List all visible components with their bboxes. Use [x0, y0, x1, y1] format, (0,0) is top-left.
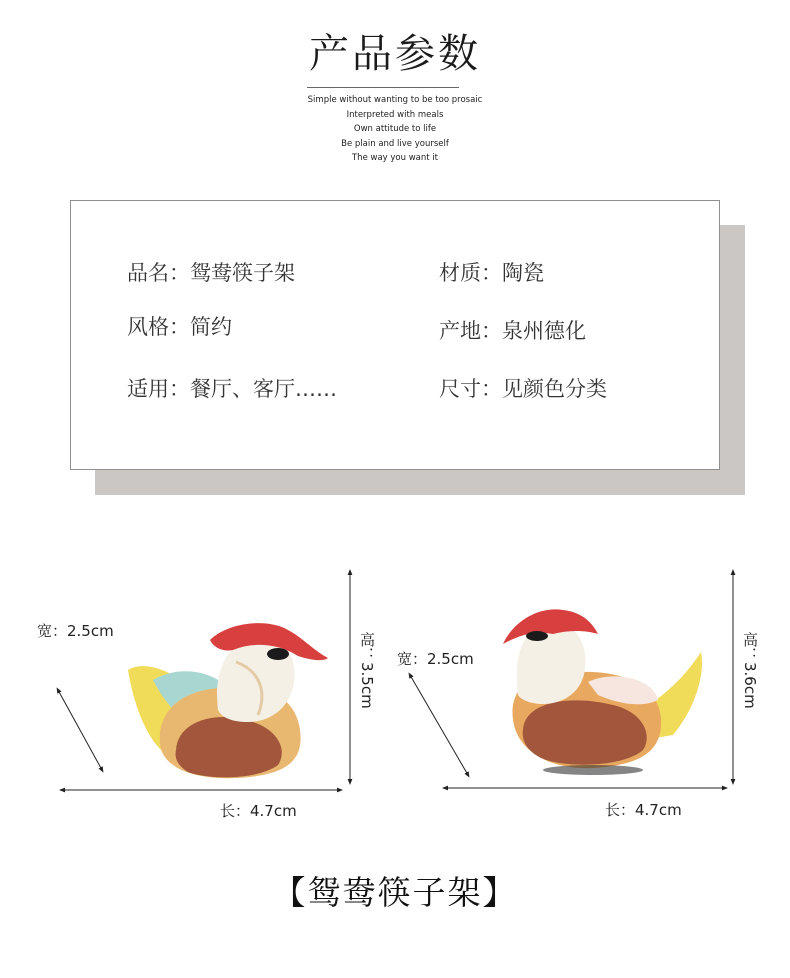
- spec-value: 餐厅、客厅……: [190, 377, 337, 401]
- spec-material: [439, 259, 544, 287]
- spec-value: 简约: [190, 315, 232, 339]
- spec-label: 尺寸：: [439, 377, 502, 401]
- product-left: [0, 560, 395, 820]
- slogan-line: Simple without wanting to be too prosaic: [307, 95, 483, 105]
- slogan-line: The way you want it: [351, 153, 438, 164]
- height-label: 高：3.6cm: [741, 632, 759, 709]
- spec-label: 品名：: [127, 261, 190, 285]
- spec-label: 产地：: [439, 319, 502, 343]
- height-label: 高：3.5cm: [358, 632, 376, 709]
- spec-origin: [439, 317, 586, 345]
- spec-card: [70, 200, 720, 470]
- slogan-block: [0, 93, 790, 166]
- spec-label: 材质：: [439, 261, 502, 285]
- width-label: 宽：2.5cm: [397, 650, 474, 668]
- spec-style: [127, 313, 232, 341]
- mandarin-duck-icon: [118, 610, 338, 790]
- spec-size: [439, 375, 607, 403]
- slogan-line: Be plain and live yourself: [341, 138, 449, 149]
- slogan-line: Interpreted with meals: [346, 109, 444, 120]
- spec-value: 鸳鸯筷子架: [190, 261, 295, 285]
- spec-value: 见颜色分类: [502, 377, 607, 401]
- footer-title: 【鸳鸯筷子架】: [272, 873, 518, 912]
- width-label: 宽：2.5cm: [37, 622, 114, 640]
- title-underline: [307, 87, 459, 88]
- spec-value: 陶瓷: [502, 261, 544, 285]
- spec-name: [127, 259, 295, 287]
- product-right: [395, 560, 790, 820]
- page-title: 产品参数: [309, 31, 481, 77]
- length-label: 长：4.7cm: [605, 801, 682, 819]
- spec-label: 适用：: [127, 377, 190, 401]
- spec-usage: [127, 375, 337, 403]
- mandarin-duck-icon: [493, 600, 713, 780]
- slogan-line: Own attitude to life: [353, 124, 437, 135]
- spec-label: 风格：: [127, 315, 190, 339]
- spec-value: 泉州德化: [502, 319, 586, 343]
- length-label: 长：4.7cm: [220, 802, 297, 820]
